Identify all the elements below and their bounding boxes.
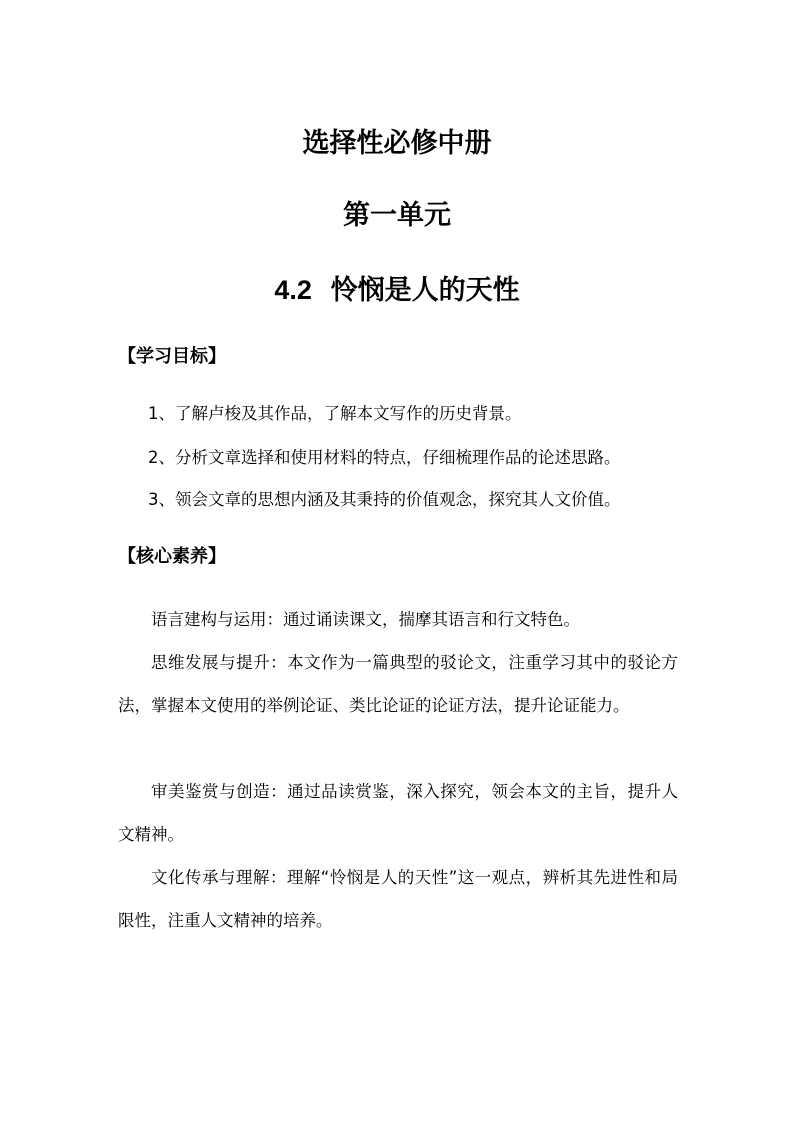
core-literacy-heading: 【核心素养】 [118,546,226,567]
learning-goal-item: 3、领会文章的思想内涵及其秉持的价值观念，探究其人文价值。 [148,490,621,509]
core-literacy-paragraph: 思维发展与提升：本文作为一篇典型的驳论文，注重学习其中的驳论方法，掌握本文使用的举例论证、类比论证的论证方法，提升论证能力。 [118,653,678,715]
learning-goal-item: 2、分析文章选择和使用材料的特点，仔细梳理作品的论述思路。 [148,448,621,467]
book-title: 选择性必修中册 [302,128,492,159]
learning-goal-item: 1、了解卢梭及其作品，了解本文写作的历史背景。 [148,404,522,423]
core-literacy-paragraph: 文化传承与理解：理解“怜悯是人的天性”这一观点，辨析其先进性和局限性，注重人文精神的培养。 [118,868,678,930]
lesson-name: 怜悯是人的天性 [330,275,520,306]
lesson-title [0,272,794,309]
learning-goals-heading: 【学习目标】 [118,346,226,367]
core-literacy-paragraph: 语言建构与运用：通过诵读课文，揣摩其语言和行文特色。 [151,610,580,629]
unit-title: 第一单元 [343,200,451,231]
lesson-number: 4.2 [274,275,312,305]
core-literacy-paragraph: 审美鉴赏与创造：通过品读赏鉴，深入探究，领会本文的主旨，提升人文精神。 [118,782,678,844]
